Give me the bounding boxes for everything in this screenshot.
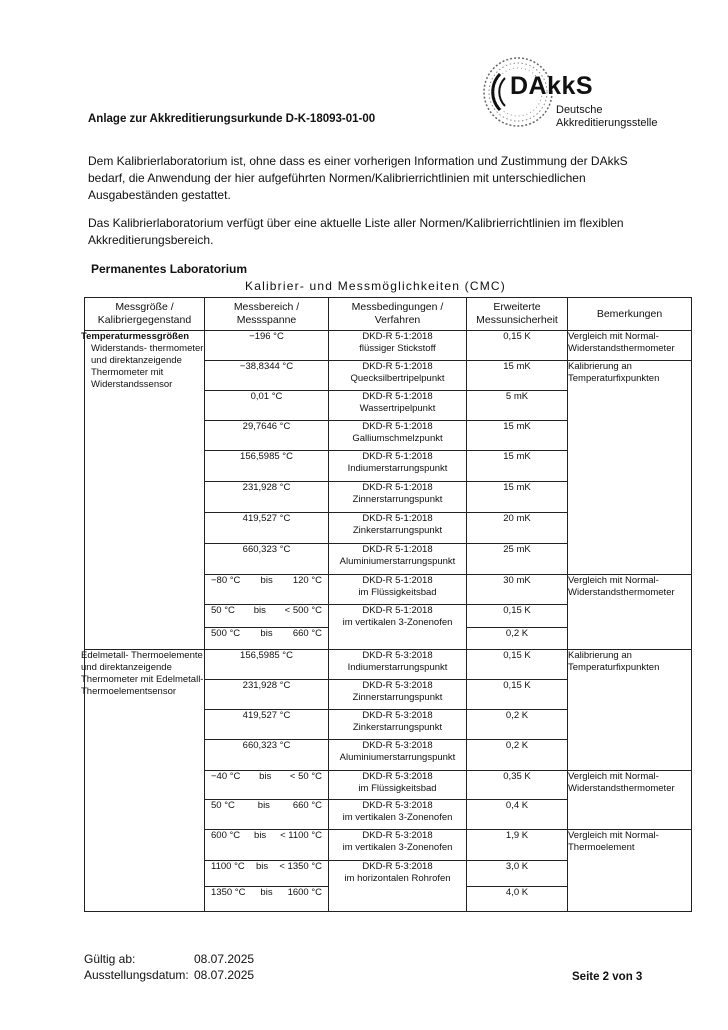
header-c4: Erweiterte Messunsicherheit bbox=[467, 298, 568, 331]
g2-r9-unc: 4,0 K bbox=[467, 887, 568, 912]
g1-r7-unc: 20 mK bbox=[467, 513, 568, 544]
g1-remark1: Vergleich mit Normal-Widerstandsthermometer bbox=[568, 331, 692, 361]
footer-valid-date: 08.07.2025 bbox=[194, 952, 255, 966]
g1-r6-proc: DKD-R 5-1:2018 Zinnerstarrungspunkt bbox=[329, 482, 467, 513]
footer-valid-label: Gültig ab: bbox=[84, 952, 136, 966]
g1-r2-unc: 15 mK bbox=[467, 361, 568, 391]
g2-remark3: Vergleich mit Normal-Thermoelement bbox=[568, 830, 692, 912]
g1-r8-proc: DKD-R 5-1:2018 Aluminiumerstarrungspunkt bbox=[329, 544, 467, 575]
document-title: Anlage zur Akkreditierungsurkunde D-K-18093-01-00 bbox=[88, 113, 376, 125]
header-c1: Messgröße / Kalibriergegenstand bbox=[85, 298, 205, 331]
g1-r6-unc: 15 mK bbox=[467, 482, 568, 513]
g2-r7-unc: 1,9 K bbox=[467, 830, 568, 861]
dakks-logo bbox=[478, 52, 668, 132]
g1-r7-proc: DKD-R 5-1:2018 Zinkerstarrungspunkt bbox=[329, 513, 467, 544]
logo-line1: Deutsche bbox=[556, 104, 603, 116]
g2-r8-unc: 3,0 K bbox=[467, 861, 568, 887]
g2-r6-range: 50 °C bis 660 °C bbox=[205, 800, 329, 830]
g1-remark3: Vergleich mit Normal-Widerstandsthermometer bbox=[568, 575, 692, 650]
footer-issue-date: 08.07.2025 bbox=[194, 968, 255, 982]
g2-r3-range: 419,527 °C bbox=[205, 710, 329, 740]
g2-r3-unc: 0,2 K bbox=[467, 710, 568, 740]
cmc-table bbox=[81, 297, 692, 912]
g1-r3-range: 0,01 °C bbox=[205, 391, 329, 421]
g2-r2-range: 231,928 °C bbox=[205, 680, 329, 710]
group1-cell bbox=[81, 331, 205, 650]
table-caption: Kalibrier- und Messmöglichkeiten (CMC) bbox=[245, 279, 506, 293]
g1-r3-proc: DKD-R 5-1:2018 Wassertripelpunkt bbox=[329, 391, 467, 421]
g2-remark1: Kalibrierung an Temperaturfixpunkten bbox=[568, 650, 692, 771]
g1-r2-proc: DKD-R 5-1:2018 Quecksilbertripelpunkt bbox=[329, 361, 467, 391]
logo-line2: Akkreditierungsstelle bbox=[556, 117, 658, 129]
group2-subject: Edelmetall- Thermoelemente und direktanzeigende Thermometer mit Edelmetall- Thermoelementsensor bbox=[81, 650, 204, 697]
header-c5: Bemerkungen bbox=[568, 298, 692, 331]
g2-r8-range: 1100 °C bis < 1350 °C bbox=[205, 861, 329, 887]
g1-r11-range: 500 °C bis 660 °C bbox=[205, 628, 329, 650]
g1-r1-unc: 0,15 K bbox=[467, 331, 568, 361]
footer-issue-label: Ausstellungsdatum: bbox=[84, 968, 189, 982]
g2-r6-unc: 0,4 K bbox=[467, 800, 568, 830]
table-row bbox=[85, 650, 692, 680]
g2-r3-proc: DKD-R 5-3:2018 Zinkerstarrungspunkt bbox=[329, 710, 467, 740]
g1-r1-proc: DKD-R 5-1:2018 flüssiger Stickstoff bbox=[329, 331, 467, 361]
g1-r10-range: 50 °C bis < 500 °C bbox=[205, 605, 329, 628]
group1-title: Temperaturmessgrößen bbox=[81, 331, 190, 342]
g2-r4-range: 660,323 °C bbox=[205, 740, 329, 771]
g1-r9-proc: DKD-R 5-1:2018 im Flüssigkeitsbad bbox=[329, 575, 467, 605]
g2-r9-range: 1350 °C bis 1600 °C bbox=[205, 887, 329, 912]
g2-r4-proc: DKD-R 5-3:2018 Aluminiumerstarrungspunkt bbox=[329, 740, 467, 771]
g2-r5-unc: 0,35 K bbox=[467, 771, 568, 800]
group1-subject: Widerstands- thermometer und direktanzeigende Thermometer mit Widerstandssensor bbox=[91, 343, 204, 390]
g1-r5-range: 156,5985 °C bbox=[205, 451, 329, 482]
g2-r7-range: 600 °C bis < 1100 °C bbox=[205, 830, 329, 861]
header-c3: Messbedingungen / Verfahren bbox=[329, 298, 467, 331]
g2-r6-proc: DKD-R 5-3:2018 im vertikalen 3-Zonenofen bbox=[329, 800, 467, 830]
g2-r1-range: 156,5985 °C bbox=[205, 650, 329, 680]
g1-r4-range: 29,7646 °C bbox=[205, 421, 329, 451]
g2-r8-proc: DKD-R 5-3:2018 im horizontalen Rohrofen bbox=[329, 861, 467, 912]
g1-r10-unc: 0,15 K bbox=[467, 605, 568, 628]
g1-r4-proc: DKD-R 5-1:2018 Galliumschmelzpunkt bbox=[329, 421, 467, 451]
g1-r5-proc: DKD-R 5-1:2018 Indiumerstarrungspunkt bbox=[329, 451, 467, 482]
g2-r5-range: −40 °C bis < 50 °C bbox=[205, 771, 329, 800]
g2-r7-proc: DKD-R 5-3:2018 im vertikalen 3-Zonenofen bbox=[329, 830, 467, 861]
g1-r9-unc: 30 mK bbox=[467, 575, 568, 605]
logo-name: DAkkS bbox=[510, 72, 594, 100]
table-row bbox=[85, 331, 692, 361]
g1-r9-range: −80 °C bis 120 °C bbox=[205, 575, 329, 605]
group2-cell bbox=[81, 650, 205, 912]
g1-r10-proc: DKD-R 5-1:2018 im vertikalen 3-Zonenofen bbox=[329, 605, 467, 650]
g1-r7-range: 419,527 °C bbox=[205, 513, 329, 544]
g1-r8-unc: 25 mK bbox=[467, 544, 568, 575]
intro-paragraph-2: Das Kalibrierlaboratorium verfügt über eine aktuelle Liste aller Normen/Kalibrierrichtlinien im flexiblen Akkreditierungsbereich. bbox=[88, 216, 624, 247]
g1-remark2: Kalibrierung an Temperaturfixpunkten bbox=[568, 361, 692, 575]
table-header-row bbox=[85, 298, 692, 331]
g2-r1-proc: DKD-R 5-3:2018 Indiumerstarrungspunkt bbox=[329, 650, 467, 680]
g2-r4-unc: 0,2 K bbox=[467, 740, 568, 771]
g1-r2-range: −38,8344 °C bbox=[205, 361, 329, 391]
g1-r1-range: −196 °C bbox=[205, 331, 329, 361]
g1-r5-unc: 15 mK bbox=[467, 451, 568, 482]
g2-r2-proc: DKD-R 5-3:2018 Zinnerstarrungspunkt bbox=[329, 680, 467, 710]
intro-paragraph-1: Dem Kalibrierlaboratorium ist, ohne dass es einer vorherigen Information und Zustimmung der DAkkS bedarf, die Anwendung der hier aufgeführten Normen/Kalibrierrichtlinien mit unterschiedlichen Ausgabeständen gestattet. bbox=[88, 154, 628, 202]
g2-r2-unc: 0,15 K bbox=[467, 680, 568, 710]
header-c2: Messbereich / Messspanne bbox=[205, 298, 329, 331]
section-title: Permanentes Laboratorium bbox=[91, 262, 248, 276]
g1-r3-unc: 5 mK bbox=[467, 391, 568, 421]
g1-r11-unc: 0,2 K bbox=[467, 628, 568, 650]
g1-r8-range: 660,323 °C bbox=[205, 544, 329, 575]
g1-r4-unc: 15 mK bbox=[467, 421, 568, 451]
g1-r6-range: 231,928 °C bbox=[205, 482, 329, 513]
page-number: Seite 2 von 3 bbox=[572, 971, 643, 983]
g2-r5-proc: DKD-R 5-3:2018 im Flüssigkeitsbad bbox=[329, 771, 467, 800]
g2-remark2: Vergleich mit Normal-Widerstandsthermometer bbox=[568, 771, 692, 830]
g2-r1-unc: 0,15 K bbox=[467, 650, 568, 680]
